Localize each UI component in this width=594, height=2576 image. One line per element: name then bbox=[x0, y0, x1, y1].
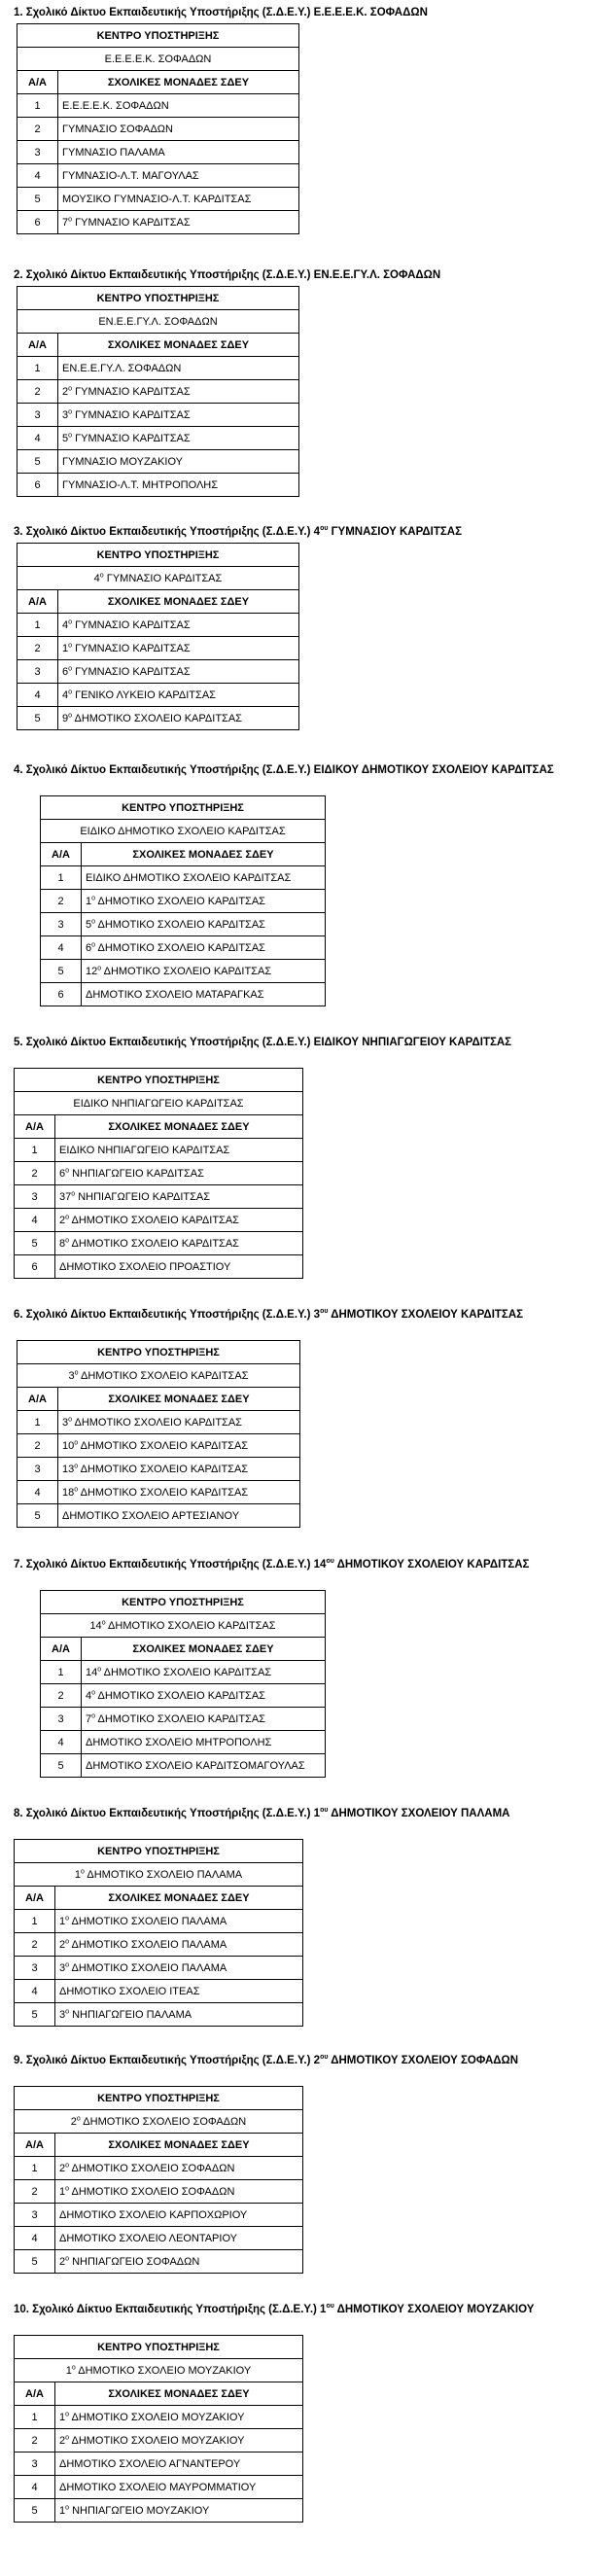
school-unit-name: $18^o$ ΔΗΜΟΤΙΚΟ ΣΧΟΛΕΙΟ ΚΑΡΔΙΤΣΑΣ bbox=[58, 1481, 300, 1504]
row-number: 1 bbox=[15, 1139, 55, 1162]
table-row bbox=[41, 866, 326, 890]
support-center-name: $1^o$ ΔΗΜΟΤΙΚΟ ΣΧΟΛΕΙΟ ΜΟΥΖΑΚΙΟΥ bbox=[15, 2359, 303, 2382]
table-row bbox=[15, 1185, 303, 1209]
school-unit-name: $14^o$ ΔΗΜΟΤΙΚΟ ΣΧΟΛΕΙΟ ΚΑΡΔΙΤΣΑΣ bbox=[82, 1661, 326, 1684]
support-center-header: ΚΕΝΤΡΟ ΥΠΟΣΤΗΡΙΞΗΣ bbox=[41, 796, 326, 820]
column-header-aa: Α/Α bbox=[15, 2382, 55, 2406]
support-center-name: Ε.Ε.Ε.Ε.Κ. ΣΟΦΑΔΩΝ bbox=[17, 48, 299, 71]
section-title: 1. Σχολικό Δίκτυο Εκπαιδευτικής Υποστήριξης (Σ.Δ.Ε.Υ.) Ε.Ε.Ε.Ε.Κ. ΣΟΦΑΔΩΝ bbox=[14, 7, 428, 18]
column-header-aa: Α/Α bbox=[17, 590, 58, 614]
row-number: 3 bbox=[17, 1458, 58, 1481]
school-unit-name: ΔΗΜΟΤΙΚΟ ΣΧΟΛΕΙΟ ΚΑΡΔΙΤΣΟΜΑΓΟΥΛΑΣ bbox=[82, 1754, 326, 1778]
school-unit-name: ΕΝ.Ε.Ε.ΓΥ.Λ. ΣΟΦΑΔΩΝ bbox=[58, 357, 299, 380]
column-header-aa: Α/Α bbox=[41, 843, 82, 866]
school-unit-name: $2^o$ ΔΗΜΟΤΙΚΟ ΣΧΟΛΕΙΟ ΜΟΥΖΑΚΙΟΥ bbox=[55, 2429, 303, 2452]
sdey-section bbox=[0, 2303, 594, 2317]
sdey-section bbox=[0, 268, 594, 283]
school-unit-name: $3^o$ ΔΗΜΟΤΙΚΟ ΣΧΟΛΕΙΟ ΠΑΛΑΜΑ bbox=[55, 1957, 303, 1980]
row-number: 3 bbox=[41, 913, 82, 936]
school-unit-name: ΓΥΜΝΑΣΙΟ ΠΑΛΑΜΑ bbox=[58, 141, 299, 164]
row-number: 4 bbox=[41, 1731, 82, 1754]
school-unit-name: $2^o$ ΔΗΜΟΤΙΚΟ ΣΧΟΛΕΙΟ ΠΑΛΑΜΑ bbox=[55, 1933, 303, 1957]
table-row bbox=[17, 1481, 300, 1504]
row-number: 2 bbox=[17, 637, 58, 660]
school-unit-name: $1^o$ ΓΥΜΝΑΣΙΟ ΚΑΡΔΙΤΣΑΣ bbox=[58, 637, 299, 660]
row-number: 4 bbox=[15, 2476, 55, 2499]
table-row bbox=[17, 660, 299, 684]
table-row bbox=[41, 1754, 326, 1778]
school-unit-name: $1^o$ ΔΗΜΟΤΙΚΟ ΣΧΟΛΕΙΟ ΣΟΦΑΔΩΝ bbox=[55, 2180, 303, 2204]
table-row bbox=[17, 1458, 300, 1481]
table-row bbox=[15, 1162, 303, 1185]
table-row bbox=[17, 188, 299, 211]
row-number: 2 bbox=[17, 380, 58, 404]
school-unit-name: ΓΥΜΝΑΣΙΟ ΣΟΦΑΔΩΝ bbox=[58, 118, 299, 141]
table-row bbox=[15, 2250, 303, 2274]
table-row bbox=[17, 1434, 300, 1458]
row-number: 5 bbox=[17, 188, 58, 211]
schools-table bbox=[17, 23, 299, 234]
school-unit-name: ΔΗΜΟΤΙΚΟ ΣΧΟΛΕΙΟ ΙΤΕΑΣ bbox=[55, 1980, 303, 2003]
schools-table bbox=[17, 543, 299, 730]
school-unit-name: $13^o$ ΔΗΜΟΤΙΚΟ ΣΧΟΛΕΙΟ ΚΑΡΔΙΤΣΑΣ bbox=[58, 1458, 300, 1481]
row-number: 5 bbox=[15, 2250, 55, 2274]
schools-table bbox=[40, 1590, 326, 1778]
table-row bbox=[15, 2157, 303, 2180]
school-unit-name: $3^o$ ΓΥΜΝΑΣΙΟ ΚΑΡΔΙΤΣΑΣ bbox=[58, 404, 299, 427]
school-unit-name: $3^o$ ΝΗΠΙΑΓΩΓΕΙΟ ΠΑΛΑΜΑ bbox=[55, 2003, 303, 2027]
school-unit-name: Ε.Ε.Ε.Ε.Κ. ΣΟΦΑΔΩΝ bbox=[58, 94, 299, 118]
schools-table bbox=[14, 2086, 303, 2274]
row-number: 4 bbox=[17, 164, 58, 188]
support-center-name: ΕΝ.Ε.Ε.ΓΥ.Λ. ΣΟΦΑΔΩΝ bbox=[17, 310, 299, 334]
schools-table bbox=[17, 1340, 300, 1528]
row-number: 3 bbox=[15, 2452, 55, 2476]
table-row bbox=[17, 118, 299, 141]
table-row bbox=[15, 1910, 303, 1933]
row-number: 6 bbox=[17, 211, 58, 234]
school-unit-name: $6^o$ ΓΥΜΝΑΣΙΟ ΚΑΡΔΙΤΣΑΣ bbox=[58, 660, 299, 684]
school-unit-name: ΔΗΜΟΤΙΚΟ ΣΧΟΛΕΙΟ ΚΑΡΠΟΧΩΡΙΟΥ bbox=[55, 2204, 303, 2227]
column-header-units: ΣΧΟΛΙΚΕΣ ΜΟΝΑΔΕΣ ΣΔΕΥ bbox=[55, 1115, 303, 1139]
school-unit-name: ΔΗΜΟΤΙΚΟ ΣΧΟΛΕΙΟ ΠΡΟΑΣΤΙΟΥ bbox=[55, 1255, 303, 1279]
sdey-section bbox=[0, 1558, 594, 1572]
column-header-aa: Α/Α bbox=[17, 1388, 58, 1411]
table-row bbox=[17, 684, 299, 707]
sdey-section bbox=[0, 763, 594, 778]
school-unit-name: $1^o$ ΔΗΜΟΤΙΚΟ ΣΧΟΛΕΙΟ ΚΑΡΔΙΤΣΑΣ bbox=[82, 890, 326, 913]
table-row bbox=[15, 1980, 303, 2003]
row-number: 5 bbox=[17, 1504, 58, 1528]
column-header-aa: Α/Α bbox=[17, 334, 58, 357]
support-center-header: ΚΕΝΤΡΟ ΥΠΟΣΤΗΡΙΞΗΣ bbox=[15, 2336, 303, 2359]
row-number: 5 bbox=[17, 707, 58, 730]
school-unit-name: $7^o$ ΓΥΜΝΑΣΙΟ ΚΑΡΔΙΤΣΑΣ bbox=[58, 211, 299, 234]
row-number: 4 bbox=[15, 1209, 55, 1232]
school-unit-name: $1^o$ ΔΗΜΟΤΙΚΟ ΣΧΟΛΕΙΟ ΜΟΥΖΑΚΙΟΥ bbox=[55, 2406, 303, 2429]
row-number: 1 bbox=[41, 1661, 82, 1684]
column-header-units: ΣΧΟΛΙΚΕΣ ΜΟΝΑΔΕΣ ΣΔΕΥ bbox=[58, 71, 299, 94]
row-number: 2 bbox=[41, 1684, 82, 1708]
schools-table bbox=[14, 1068, 303, 1279]
sdey-section bbox=[0, 525, 594, 540]
row-number: 6 bbox=[41, 983, 82, 1006]
school-unit-name: ΜΟΥΣΙΚΟ ΓΥΜΝΑΣΙΟ-Λ.Τ. ΚΑΡΔΙΤΣΑΣ bbox=[58, 188, 299, 211]
table-row bbox=[15, 2003, 303, 2027]
column-header-aa: Α/Α bbox=[41, 1638, 82, 1661]
sdey-section bbox=[0, 1807, 594, 1821]
row-number: 4 bbox=[15, 1980, 55, 2003]
row-number: 2 bbox=[17, 118, 58, 141]
column-header-units: ΣΧΟΛΙΚΕΣ ΜΟΝΑΔΕΣ ΣΔΕΥ bbox=[82, 1638, 326, 1661]
row-number: 3 bbox=[41, 1708, 82, 1731]
row-number: 1 bbox=[15, 2157, 55, 2180]
table-row bbox=[17, 357, 299, 380]
support-center-header: ΚΕΝΤΡΟ ΥΠΟΣΤΗΡΙΞΗΣ bbox=[15, 1069, 303, 1092]
school-unit-name: $2^o$ ΔΗΜΟΤΙΚΟ ΣΧΟΛΕΙΟ ΣΟΦΑΔΩΝ bbox=[55, 2157, 303, 2180]
table-row bbox=[15, 2227, 303, 2250]
row-number: 2 bbox=[41, 890, 82, 913]
sdey-section bbox=[0, 1036, 594, 1050]
row-number: 4 bbox=[15, 2227, 55, 2250]
table-row bbox=[17, 1504, 300, 1528]
school-unit-name: ΓΥΜΝΑΣΙΟ-Λ.Τ. ΜΗΤΡΟΠΟΛΗΣ bbox=[58, 474, 299, 497]
school-unit-name: $1^o$ ΔΗΜΟΤΙΚΟ ΣΧΟΛΕΙΟ ΠΑΛΑΜΑ bbox=[55, 1910, 303, 1933]
table-row bbox=[15, 2476, 303, 2499]
school-unit-name: $3^o$ ΔΗΜΟΤΙΚΟ ΣΧΟΛΕΙΟ ΚΑΡΔΙΤΣΑΣ bbox=[58, 1411, 300, 1434]
table-row bbox=[15, 1139, 303, 1162]
school-unit-name: $2^o$ ΓΥΜΝΑΣΙΟ ΚΑΡΔΙΤΣΑΣ bbox=[58, 380, 299, 404]
row-number: 5 bbox=[41, 960, 82, 983]
support-center-header: ΚΕΝΤΡΟ ΥΠΟΣΤΗΡΙΞΗΣ bbox=[15, 1840, 303, 1863]
row-number: 5 bbox=[15, 1232, 55, 1255]
school-unit-name: ΔΗΜΟΤΙΚΟ ΣΧΟΛΕΙΟ ΜΗΤΡΟΠΟΛΗΣ bbox=[82, 1731, 326, 1754]
schools-table bbox=[14, 1839, 303, 2027]
table-row bbox=[17, 404, 299, 427]
row-number: 5 bbox=[41, 1754, 82, 1778]
school-unit-name: $8^o$ ΔΗΜΟΤΙΚΟ ΣΧΟΛΕΙΟ ΚΑΡΔΙΤΣΑΣ bbox=[55, 1232, 303, 1255]
support-center-header: ΚΕΝΤΡΟ ΥΠΟΣΤΗΡΙΞΗΣ bbox=[41, 1591, 326, 1614]
table-row bbox=[15, 2429, 303, 2452]
sdey-section bbox=[0, 2054, 594, 2068]
school-unit-name: ΓΥΜΝΑΣΙΟ-Λ.Τ. ΜΑΓΟΥΛΑΣ bbox=[58, 164, 299, 188]
support-center-name: $2^o$ ΔΗΜΟΤΙΚΟ ΣΧΟΛΕΙΟ ΣΟΦΑΔΩΝ bbox=[15, 2110, 303, 2134]
school-unit-name: ΕΙΔΙΚΟ ΝΗΠΙΑΓΩΓΕΙΟ ΚΑΡΔΙΤΣΑΣ bbox=[55, 1139, 303, 1162]
table-row bbox=[15, 1957, 303, 1980]
row-number: 1 bbox=[17, 357, 58, 380]
school-unit-name: $4^o$ ΓΕΝΙΚΟ ΛΥΚΕΙΟ ΚΑΡΔΙΤΣΑΣ bbox=[58, 684, 299, 707]
schools-table bbox=[14, 2335, 303, 2523]
table-row bbox=[41, 1708, 326, 1731]
school-unit-name: ΔΗΜΟΤΙΚΟ ΣΧΟΛΕΙΟ ΑΓΝΑΝΤΕΡΟΥ bbox=[55, 2452, 303, 2476]
table-row bbox=[15, 1232, 303, 1255]
sdey-section bbox=[0, 1308, 594, 1323]
row-number: 5 bbox=[15, 2003, 55, 2027]
school-unit-name: $6^o$ ΝΗΠΙΑΓΩΓΕΙΟ ΚΑΡΔΙΤΣΑΣ bbox=[55, 1162, 303, 1185]
row-number: 1 bbox=[17, 614, 58, 637]
row-number: 1 bbox=[41, 866, 82, 890]
row-number: 4 bbox=[17, 684, 58, 707]
table-row bbox=[41, 1731, 326, 1754]
school-unit-name: $4^o$ ΔΗΜΟΤΙΚΟ ΣΧΟΛΕΙΟ ΚΑΡΔΙΤΣΑΣ bbox=[82, 1684, 326, 1708]
table-row bbox=[41, 983, 326, 1006]
row-number: 4 bbox=[17, 427, 58, 450]
column-header-aa: Α/Α bbox=[15, 1115, 55, 1139]
support-center-name: $4^o$ ΓΥΜΝΑΣΙΟ ΚΑΡΔΙΤΣΑΣ bbox=[17, 567, 299, 590]
row-number: 3 bbox=[15, 1185, 55, 1209]
row-number: 3 bbox=[15, 1957, 55, 1980]
support-center-name: ΕΙΔΙΚΟ ΔΗΜΟΤΙΚΟ ΣΧΟΛΕΙΟ ΚΑΡΔΙΤΣΑΣ bbox=[41, 820, 326, 843]
table-row bbox=[17, 427, 299, 450]
sdey-section bbox=[0, 6, 594, 20]
school-unit-name: ΔΗΜΟΤΙΚΟ ΣΧΟΛΕΙΟ ΛΕΟΝΤΑΡΙΟΥ bbox=[55, 2227, 303, 2250]
table-row bbox=[17, 1411, 300, 1434]
row-number: 4 bbox=[41, 936, 82, 960]
table-row bbox=[41, 913, 326, 936]
table-row bbox=[15, 1255, 303, 1279]
row-number: 3 bbox=[15, 2204, 55, 2227]
row-number: 3 bbox=[17, 660, 58, 684]
support-center-header: ΚΕΝΤΡΟ ΥΠΟΣΤΗΡΙΞΗΣ bbox=[17, 287, 299, 310]
row-number: 6 bbox=[17, 474, 58, 497]
support-center-name: $14^o$ ΔΗΜΟΤΙΚΟ ΣΧΟΛΕΙΟ ΚΑΡΔΙΤΣΑΣ bbox=[41, 1614, 326, 1638]
table-row bbox=[41, 936, 326, 960]
section-title: 8. Σχολικό Δίκτυο Εκπαιδευτικής Υποστήριξης (Σ.Δ.Ε.Υ.) $1^{o\upsilon}$ ΔΗΜΟΤΙΚΟΥ ΣΧΟΛΕΙΟΥ ΠΑΛΑΜΑ bbox=[14, 1807, 510, 1819]
table-row bbox=[17, 614, 299, 637]
table-row bbox=[17, 637, 299, 660]
row-number: 6 bbox=[15, 1255, 55, 1279]
table-row bbox=[17, 380, 299, 404]
support-center-header: ΚΕΝΤΡΟ ΥΠΟΣΤΗΡΙΞΗΣ bbox=[17, 544, 299, 567]
table-row bbox=[15, 1209, 303, 1232]
table-row bbox=[41, 1661, 326, 1684]
column-header-aa: Α/Α bbox=[17, 71, 58, 94]
table-row bbox=[15, 1933, 303, 1957]
row-number: 2 bbox=[15, 2180, 55, 2204]
section-title: 2. Σχολικό Δίκτυο Εκπαιδευτικής Υποστήριξης (Σ.Δ.Ε.Υ.) ΕΝ.Ε.Ε.ΓΥ.Λ. ΣΟΦΑΔΩΝ bbox=[14, 269, 441, 281]
support-center-header: ΚΕΝΤΡΟ ΥΠΟΣΤΗΡΙΞΗΣ bbox=[17, 24, 299, 48]
school-unit-name: $5^o$ ΓΥΜΝΑΣΙΟ ΚΑΡΔΙΤΣΑΣ bbox=[58, 427, 299, 450]
school-unit-name: $1^o$ ΝΗΠΙΑΓΩΓΕΙΟ ΜΟΥΖΑΚΙΟΥ bbox=[55, 2499, 303, 2523]
table-row bbox=[41, 890, 326, 913]
table-row bbox=[15, 2180, 303, 2204]
row-number: 1 bbox=[17, 94, 58, 118]
table-row bbox=[17, 141, 299, 164]
row-number: 3 bbox=[17, 141, 58, 164]
school-unit-name: $9^o$ ΔΗΜΟΤΙΚΟ ΣΧΟΛΕΙΟ ΚΑΡΔΙΤΣΑΣ bbox=[58, 707, 299, 730]
school-unit-name: $10^o$ ΔΗΜΟΤΙΚΟ ΣΧΟΛΕΙΟ ΚΑΡΔΙΤΣΑΣ bbox=[58, 1434, 300, 1458]
school-unit-name: ΕΙΔΙΚΟ ΔΗΜΟΤΙΚΟ ΣΧΟΛΕΙΟ ΚΑΡΔΙΤΣΑΣ bbox=[82, 866, 326, 890]
table-row bbox=[17, 94, 299, 118]
row-number: 5 bbox=[17, 450, 58, 474]
column-header-units: ΣΧΟΛΙΚΕΣ ΜΟΝΑΔΕΣ ΣΔΕΥ bbox=[55, 2382, 303, 2406]
school-unit-name: $2^o$ ΔΗΜΟΤΙΚΟ ΣΧΟΛΕΙΟ ΚΑΡΔΙΤΣΑΣ bbox=[55, 1209, 303, 1232]
school-unit-name: $12^o$ ΔΗΜΟΤΙΚΟ ΣΧΟΛΕΙΟ ΚΑΡΔΙΤΣΑΣ bbox=[82, 960, 326, 983]
table-row bbox=[15, 2204, 303, 2227]
row-number: 1 bbox=[15, 2406, 55, 2429]
section-title: 10. Σχολικό Δίκτυο Εκπαιδευτικής Υποστήριξης (Σ.Δ.Ε.Υ.) $1^{o\upsilon}$ ΔΗΜΟΤΙΚΟΥ ΣΧΟΛΕΙΟΥ ΜΟΥΖΑΚΙΟΥ bbox=[14, 2303, 535, 2315]
school-unit-name: $5^o$ ΔΗΜΟΤΙΚΟ ΣΧΟΛΕΙΟ ΚΑΡΔΙΤΣΑΣ bbox=[82, 913, 326, 936]
table-row bbox=[17, 707, 299, 730]
column-header-aa: Α/Α bbox=[15, 2134, 55, 2157]
column-header-units: ΣΧΟΛΙΚΕΣ ΜΟΝΑΔΕΣ ΣΔΕΥ bbox=[55, 1887, 303, 1910]
section-title: 9. Σχολικό Δίκτυο Εκπαιδευτικής Υποστήριξης (Σ.Δ.Ε.Υ.) $2^{o\upsilon}$ ΔΗΜΟΤΙΚΟΥ ΣΧΟΛΕΙΟΥ ΣΟΦΑΔΩΝ bbox=[14, 2054, 519, 2066]
schools-table bbox=[40, 795, 326, 1006]
support-center-header: ΚΕΝΤΡΟ ΥΠΟΣΤΗΡΙΞΗΣ bbox=[15, 2087, 303, 2110]
column-header-units: ΣΧΟΛΙΚΕΣ ΜΟΝΑΔΕΣ ΣΔΕΥ bbox=[58, 590, 299, 614]
table-row bbox=[15, 2499, 303, 2523]
row-number: 2 bbox=[15, 1162, 55, 1185]
column-header-units: ΣΧΟΛΙΚΕΣ ΜΟΝΑΔΕΣ ΣΔΕΥ bbox=[55, 2134, 303, 2157]
school-unit-name: $4^o$ ΓΥΜΝΑΣΙΟ ΚΑΡΔΙΤΣΑΣ bbox=[58, 614, 299, 637]
section-title: 4. Σχολικό Δίκτυο Εκπαιδευτικής Υποστήριξης (Σ.Δ.Ε.Υ.) ΕΙΔΙΚΟΥ ΔΗΜΟΤΙΚΟΥ ΣΧΟΛΕΙΟΥ ΚΑΡΔΙΤΣΑΣ bbox=[14, 764, 554, 776]
table-row bbox=[15, 2406, 303, 2429]
row-number: 4 bbox=[17, 1481, 58, 1504]
school-unit-name: ΓΥΜΝΑΣΙΟ ΜΟΥΖΑΚΙΟΥ bbox=[58, 450, 299, 474]
column-header-units: ΣΧΟΛΙΚΕΣ ΜΟΝΑΔΕΣ ΣΔΕΥ bbox=[82, 843, 326, 866]
support-center-name: ΕΙΔΙΚΟ ΝΗΠΙΑΓΩΓΕΙΟ ΚΑΡΔΙΤΣΑΣ bbox=[15, 1092, 303, 1115]
row-number: 2 bbox=[15, 1933, 55, 1957]
row-number: 3 bbox=[17, 404, 58, 427]
row-number: 2 bbox=[17, 1434, 58, 1458]
row-number: 1 bbox=[15, 1910, 55, 1933]
table-row bbox=[17, 211, 299, 234]
support-center-name: $3^o$ ΔΗΜΟΤΙΚΟ ΣΧΟΛΕΙΟ ΚΑΡΔΙΤΣΑΣ bbox=[17, 1364, 300, 1388]
support-center-name: $1^o$ ΔΗΜΟΤΙΚΟ ΣΧΟΛΕΙΟ ΠΑΛΑΜΑ bbox=[15, 1863, 303, 1887]
section-title: 6. Σχολικό Δίκτυο Εκπαιδευτικής Υποστήριξης (Σ.Δ.Ε.Υ.) $3^{o\upsilon}$ ΔΗΜΟΤΙΚΟΥ ΣΧΟΛΕΙΟΥ ΚΑΡΔΙΤΣΑΣ bbox=[14, 1308, 524, 1321]
section-title: 5. Σχολικό Δίκτυο Εκπαιδευτικής Υποστήριξης (Σ.Δ.Ε.Υ.) ΕΙΔΙΚΟΥ ΝΗΠΙΑΓΩΓΕΙΟΥ ΚΑΡΔΙΤΣΑΣ bbox=[14, 1037, 512, 1048]
table-row bbox=[17, 164, 299, 188]
support-center-header: ΚΕΝΤΡΟ ΥΠΟΣΤΗΡΙΞΗΣ bbox=[17, 1341, 300, 1364]
column-header-units: ΣΧΟΛΙΚΕΣ ΜΟΝΑΔΕΣ ΣΔΕΥ bbox=[58, 334, 299, 357]
table-row bbox=[41, 1684, 326, 1708]
section-title: 7. Σχολικό Δίκτυο Εκπαιδευτικής Υποστήριξης (Σ.Δ.Ε.Υ.) $14^{o\upsilon}$ ΔΗΜΟΤΙΚΟΥ ΣΧΟΛΕΙΟΥ ΚΑΡΔΙΤΣΑΣ bbox=[14, 1558, 530, 1570]
row-number: 5 bbox=[15, 2499, 55, 2523]
schools-table bbox=[17, 286, 299, 497]
column-header-aa: Α/Α bbox=[15, 1887, 55, 1910]
table-row bbox=[17, 450, 299, 474]
school-unit-name: ΔΗΜΟΤΙΚΟ ΣΧΟΛΕΙΟ ΑΡΤΕΣΙΑΝΟΥ bbox=[58, 1504, 300, 1528]
school-unit-name: ΔΗΜΟΤΙΚΟ ΣΧΟΛΕΙΟ ΜΑΥΡΟΜΜΑΤΙΟΥ bbox=[55, 2476, 303, 2499]
school-unit-name: ΔΗΜΟΤΙΚΟ ΣΧΟΛΕΙΟ ΜΑΤΑΡΑΓΚΑΣ bbox=[82, 983, 326, 1006]
table-row bbox=[17, 474, 299, 497]
school-unit-name: $6^o$ ΔΗΜΟΤΙΚΟ ΣΧΟΛΕΙΟ ΚΑΡΔΙΤΣΑΣ bbox=[82, 936, 326, 960]
table-row bbox=[41, 960, 326, 983]
school-unit-name: $2^o$ ΝΗΠΙΑΓΩΓΕΙΟ ΣΟΦΑΔΩΝ bbox=[55, 2250, 303, 2274]
table-row bbox=[15, 2452, 303, 2476]
row-number: 1 bbox=[17, 1411, 58, 1434]
column-header-units: ΣΧΟΛΙΚΕΣ ΜΟΝΑΔΕΣ ΣΔΕΥ bbox=[58, 1388, 300, 1411]
school-unit-name: $7^o$ ΔΗΜΟΤΙΚΟ ΣΧΟΛΕΙΟ ΚΑΡΔΙΤΣΑΣ bbox=[82, 1708, 326, 1731]
school-unit-name: $37^o$ ΝΗΠΙΑΓΩΓΕΙΟ ΚΑΡΔΙΤΣΑΣ bbox=[55, 1185, 303, 1209]
row-number: 2 bbox=[15, 2429, 55, 2452]
section-title: 3. Σχολικό Δίκτυο Εκπαιδευτικής Υποστήριξης (Σ.Δ.Ε.Υ.) $4^{o\upsilon}$ ΓΥΜΝΑΣΙΟΥ ΚΑΡΔΙΤΣΑΣ bbox=[14, 525, 462, 538]
